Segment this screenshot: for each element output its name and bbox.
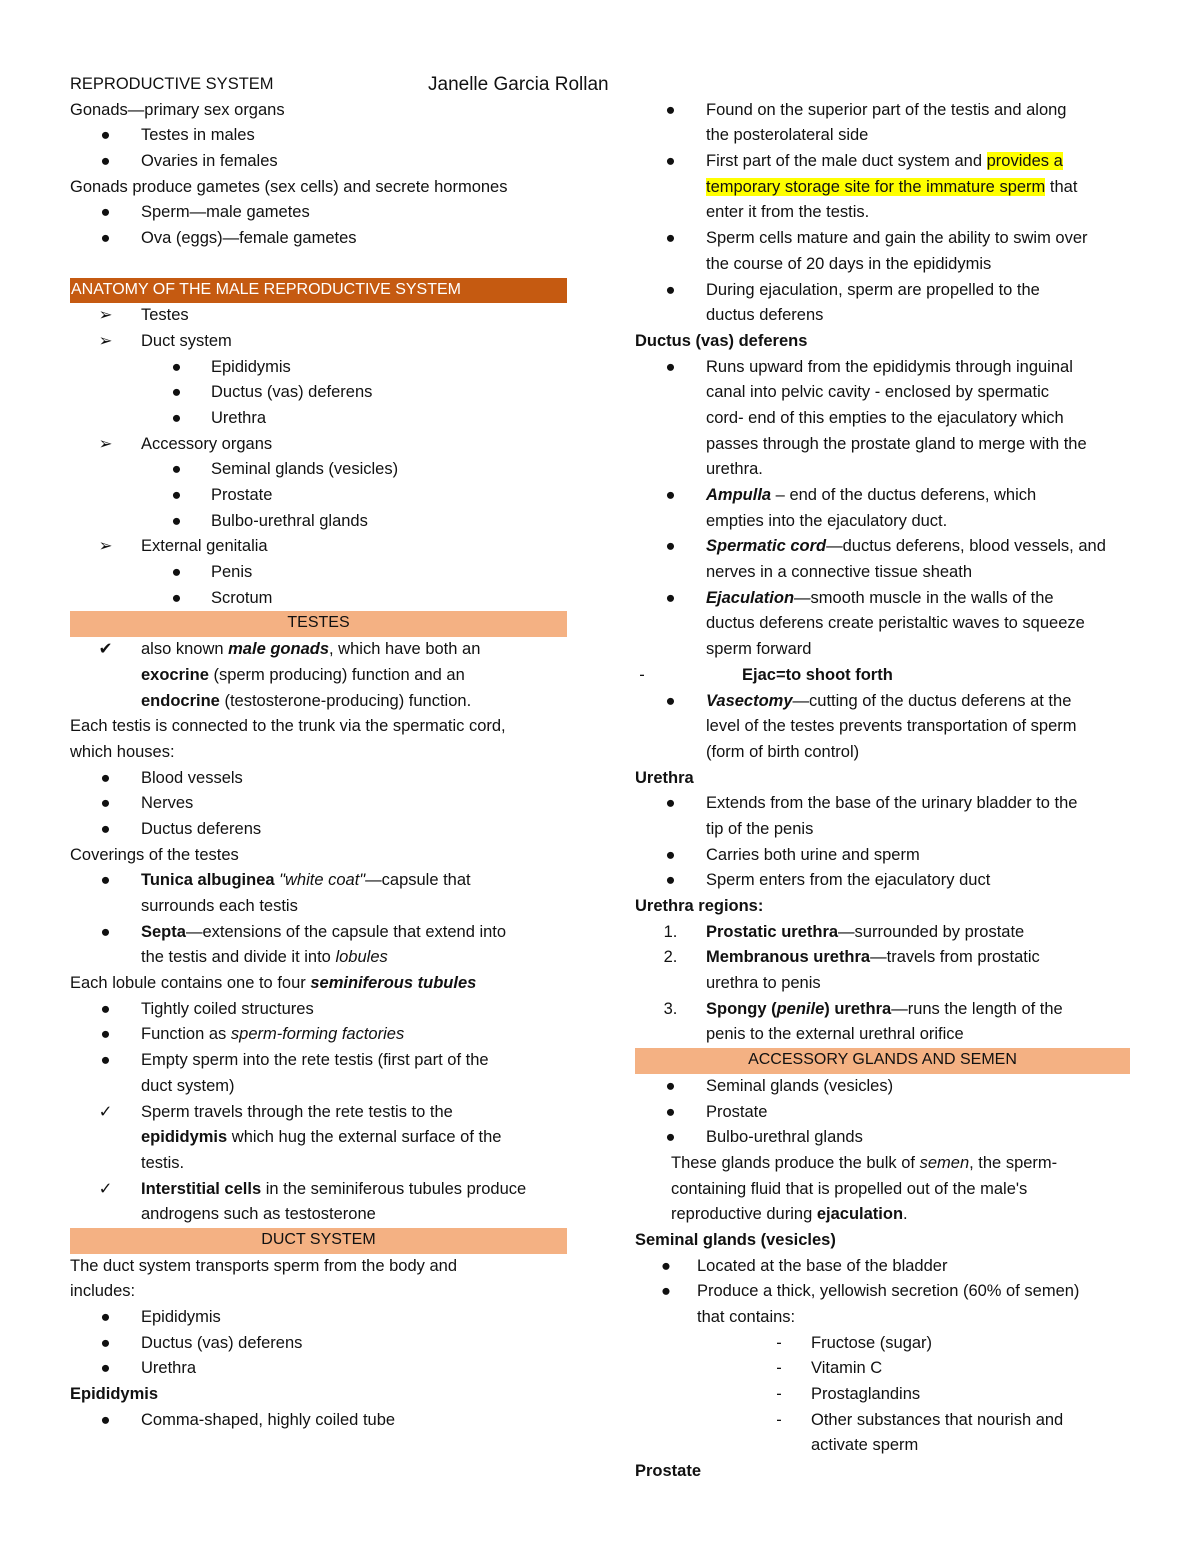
bullet-icon: ●	[100, 999, 111, 1018]
bullet-icon: ●	[661, 1282, 671, 1301]
dash-icon: -	[639, 665, 645, 684]
subheading: Urethra	[635, 768, 694, 787]
list-item-continuation: epididymis which hug the external surface of the	[141, 1128, 502, 1147]
list-item-continuation: cord- end of this empties to the ejaculatory which	[706, 408, 1064, 427]
page-title: REPRODUCTIVE SYSTEM	[70, 75, 274, 93]
bullet-icon: ●	[100, 126, 111, 145]
text-line: Gonads—primary sex organs	[70, 100, 285, 119]
list-item: ✔ also known male gonads, which have both an	[70, 637, 567, 663]
list-item-continuation: duct system)	[141, 1076, 235, 1095]
text-line: Coverings of the testes	[70, 845, 239, 864]
bullet-icon: ●	[665, 871, 676, 890]
bullet-icon: ●	[171, 383, 182, 402]
bullet-icon: ●	[665, 486, 676, 504]
list-item: ➢ Testes	[70, 303, 567, 329]
arrow-icon: ➢	[98, 306, 113, 325]
bullet-icon: ●	[100, 1359, 111, 1378]
list-item: ● Produce a thick, yellowish secretion (60% of semen)	[635, 1279, 1130, 1305]
subheading: Urethra regions:	[635, 897, 764, 915]
checkmark-icon: ✓	[98, 1179, 113, 1198]
list-item: ➢ Accessory organs	[70, 432, 567, 458]
dash-item-continuation: activate sperm	[811, 1436, 919, 1455]
list-item-continuation: testis.	[141, 1153, 185, 1172]
bullet-icon: ●	[100, 203, 111, 222]
list-item-continuation: androgens such as testosterone	[141, 1205, 376, 1224]
sub-list-item: ● Epididymis	[70, 355, 567, 381]
subheading: Epididymis	[70, 1385, 159, 1404]
bullet-icon: ●	[665, 691, 676, 710]
list-item-continuation: urethra.	[706, 460, 763, 479]
author-name: Janelle Garcia Rollan	[428, 74, 609, 95]
arrow-icon: ➢	[98, 331, 113, 350]
list-item-continuation: enter it from the testis.	[706, 203, 870, 222]
list-item-continuation: exocrine (sperm producing) function and an	[141, 665, 465, 684]
number-marker: 3.	[663, 999, 678, 1018]
list-item-continuation: level of the testes prevents transportation of sperm	[706, 717, 1077, 736]
dash-item: - Prostaglandins	[635, 1382, 1130, 1408]
list-item: ● Comma-shaped, highly coiled tube	[70, 1408, 567, 1434]
bullet-icon: ●	[665, 537, 676, 556]
list-item: ● Carries both urine and sperm	[635, 843, 1130, 869]
bullet-icon: ●	[665, 794, 676, 813]
bullet-icon: ●	[171, 588, 182, 607]
list-item-continuation: that contains:	[697, 1308, 796, 1326]
bullet-icon: ●	[100, 1051, 111, 1070]
blank-line	[635, 72, 1130, 98]
list-item-continuation: the course of 20 days in the epididymis	[706, 254, 992, 273]
bullet-icon: ●	[171, 511, 182, 530]
text-line: Gonads produce gametes (sex cells) and secrete hormones	[70, 177, 508, 196]
bullet-icon: ●	[100, 794, 111, 813]
list-item: ● Ejaculation—smooth muscle in the walls of the	[635, 586, 1130, 612]
sub-list-item: ● Bulbo-urethral glands	[70, 509, 567, 535]
dash-item: - Ejac=to shoot forth	[635, 663, 1130, 689]
list-item-continuation: tip of the penis	[706, 819, 814, 838]
text-line: The duct system transports sperm from the body and	[70, 1256, 458, 1275]
list-item-continuation: empties into the ejaculatory duct.	[706, 511, 948, 530]
bullet-icon: ●	[100, 1025, 111, 1044]
list-item-continuation: passes through the prostate gland to merge with the	[706, 434, 1087, 453]
list-item: ● Sperm enters from the ejaculatory duct	[635, 868, 1130, 894]
dash-item: - Other substances that nourish and	[635, 1408, 1130, 1434]
bullet-icon: ●	[100, 819, 111, 838]
text-line: includes:	[70, 1282, 136, 1301]
subheading: Ductus (vas) deferens	[635, 331, 808, 350]
subheading: Prostate	[635, 1462, 702, 1481]
section-header-anatomy: ANATOMY OF THE MALE REPRODUCTIVE SYSTEM	[70, 278, 567, 304]
list-item: ● Tunica albuginea "white coat"—capsule that	[70, 868, 567, 894]
list-item: ● Seminal glands (vesicles)	[635, 1074, 1130, 1100]
list-item: ● During ejaculation, sperm are propelled to the	[635, 278, 1130, 304]
bullet-icon: ●	[171, 357, 182, 376]
sub-list-item: ● Prostate	[70, 483, 567, 509]
bullet-icon: ●	[661, 1256, 671, 1275]
text-line: These glands produce the bulk of semen, the sperm-	[671, 1153, 1058, 1172]
bullet-icon: ●	[100, 229, 111, 248]
checkmark-icon: ✔	[98, 640, 113, 659]
arrow-icon: ➢	[98, 434, 113, 453]
list-item: ● Testes in males	[70, 123, 567, 149]
sub-list-item: ● Scrotum	[70, 586, 567, 612]
bullet-icon: ●	[171, 408, 182, 427]
text-line: containing fluid that is propelled out of the male's	[671, 1179, 1028, 1198]
list-item-continuation: the testis and divide it into lobules	[141, 948, 388, 967]
list-item: ● Nerves	[70, 791, 567, 817]
highlighted-text: temporary storage site for the immature sperm	[706, 177, 1046, 196]
list-item: ● Empty sperm into the rete testis (first part of the	[70, 1048, 567, 1074]
list-item: ● Prostate	[635, 1100, 1130, 1126]
left-column	[70, 72, 567, 1433]
list-item: ● Ductus (vas) deferens	[70, 1331, 567, 1357]
text-line: Each testis is connected to the trunk via the spermatic cord,	[70, 717, 506, 736]
list-item: ● Epididymis	[70, 1305, 567, 1331]
list-item: ● Sperm cells mature and gain the ability to swim over	[635, 226, 1130, 252]
list-item: ● Runs upward from the epididymis through inguinal	[635, 355, 1130, 381]
bullet-icon: ●	[100, 1308, 111, 1326]
list-item: ➢ External genitalia	[70, 534, 567, 560]
list-item-continuation: nerves in a connective tissue sheath	[706, 563, 972, 582]
dash-icon: -	[776, 1333, 782, 1352]
list-item-continuation: the posterolateral side	[706, 126, 869, 145]
bullet-icon: ●	[171, 563, 182, 582]
bullet-icon: ●	[665, 152, 676, 171]
list-item: ➢ Duct system	[70, 329, 567, 355]
list-item: ● Ampulla – end of the ductus deferens, which	[635, 483, 1130, 509]
list-item: ● Urethra	[70, 1356, 567, 1382]
bullet-icon: ●	[100, 768, 111, 787]
list-item: ● Tightly coiled structures	[70, 997, 567, 1023]
numbered-item-continuation: penis to the external urethral orifice	[706, 1025, 964, 1044]
list-item: ● Ductus deferens	[70, 817, 567, 843]
bullet-icon: ●	[171, 460, 182, 479]
bullet-icon: ●	[665, 845, 676, 864]
bullet-icon: ●	[665, 1076, 676, 1095]
list-item: ● Function as sperm-forming factories	[70, 1022, 567, 1048]
bullet-icon: ●	[665, 357, 676, 376]
bullet-icon: ●	[100, 922, 111, 941]
dash-item: - Vitamin C	[635, 1356, 1130, 1382]
bullet-icon: ●	[100, 1410, 111, 1429]
bullet-icon: ●	[665, 100, 676, 119]
numbered-item: 3. Spongy (penile) urethra—runs the length of the	[635, 997, 1130, 1023]
text-line: which houses:	[70, 742, 175, 761]
section-header-duct-system: DUCT SYSTEM	[70, 1228, 567, 1254]
numbered-item-continuation: urethra to penis	[706, 974, 821, 993]
bullet-icon: ●	[665, 229, 676, 248]
list-item: ● Ovaries in females	[70, 149, 567, 175]
dash-icon: -	[776, 1410, 782, 1429]
dash-icon: -	[776, 1385, 782, 1404]
bullet-icon: ●	[171, 486, 182, 504]
section-header-accessory-glands: ACCESSORY GLANDS AND SEMEN	[635, 1048, 1130, 1074]
list-item: ● Septa—extensions of the capsule that extend into	[70, 920, 567, 946]
sub-list-item: ● Penis	[70, 560, 567, 586]
list-item-continuation: sperm forward	[706, 640, 812, 659]
bullet-icon: ●	[665, 280, 676, 299]
list-item: ● Found on the superior part of the testis and along	[635, 98, 1130, 124]
list-item-continuation: ductus deferens create peristaltic waves to squeeze	[706, 614, 1085, 633]
list-item: ✓ Interstitial cells in the seminiferous tubules produce	[70, 1177, 567, 1203]
sub-list-item: ● Ductus (vas) deferens	[70, 380, 567, 406]
sub-list-item: ● Urethra	[70, 406, 567, 432]
bullet-icon: ●	[665, 1128, 676, 1147]
number-marker: 2.	[663, 948, 678, 967]
bullet-icon: ●	[100, 1333, 111, 1352]
text-line: Each lobule contains one to four seminiferous tubules	[70, 974, 477, 993]
sub-list-item: ● Seminal glands (vesicles)	[70, 457, 567, 483]
list-item-continuation: temporary storage site for the immature sperm that	[706, 177, 1078, 196]
right-column	[635, 72, 1130, 1485]
list-item-continuation: canal into pelvic cavity - enclosed by spermatic	[706, 383, 1049, 402]
list-item-continuation: endocrine (testosterone-producing) function.	[141, 691, 472, 710]
arrow-icon: ➢	[98, 537, 113, 556]
list-item: ● Extends from the base of the urinary bladder to the	[635, 791, 1130, 817]
list-item: ● Blood vessels	[70, 766, 567, 792]
dash-item: - Fructose (sugar)	[635, 1331, 1130, 1357]
bullet-icon: ●	[665, 1102, 676, 1121]
text-line: reproductive during ejaculation.	[671, 1205, 908, 1224]
bullet-icon: ●	[100, 871, 111, 890]
bullet-icon: ●	[100, 152, 111, 171]
list-item: ✓ Sperm travels through the rete testis to the	[70, 1100, 567, 1126]
checkmark-icon: ✓	[98, 1102, 113, 1121]
numbered-item: 2. Membranous urethra—travels from prostatic	[635, 945, 1130, 971]
list-item: ● First part of the male duct system and provides a	[635, 149, 1130, 175]
highlighted-text: provides a	[986, 152, 1063, 171]
list-item: ● Ova (eggs)—female gametes	[70, 226, 567, 252]
list-item: ● Spermatic cord—ductus deferens, blood vessels, and	[635, 534, 1130, 560]
section-header-testes: TESTES	[70, 611, 567, 637]
list-item-continuation: surrounds each testis	[141, 897, 298, 915]
list-item-continuation: ductus deferens	[706, 306, 824, 325]
list-item: ● Vasectomy—cutting of the ductus deferens at the	[635, 689, 1130, 715]
list-item: ● Sperm—male gametes	[70, 200, 567, 226]
list-item: ● Bulbo-urethral glands	[635, 1125, 1130, 1151]
bullet-icon: ●	[665, 588, 676, 607]
subheading: Seminal glands (vesicles)	[635, 1230, 836, 1249]
number-marker: 1.	[663, 922, 678, 941]
list-item-continuation: (form of birth control)	[706, 742, 860, 761]
numbered-item: 1. Prostatic urethra—surrounded by prostate	[635, 920, 1130, 946]
blank-line	[70, 252, 567, 278]
dash-icon: -	[776, 1359, 782, 1378]
list-item: ● Located at the base of the bladder	[635, 1254, 1130, 1280]
